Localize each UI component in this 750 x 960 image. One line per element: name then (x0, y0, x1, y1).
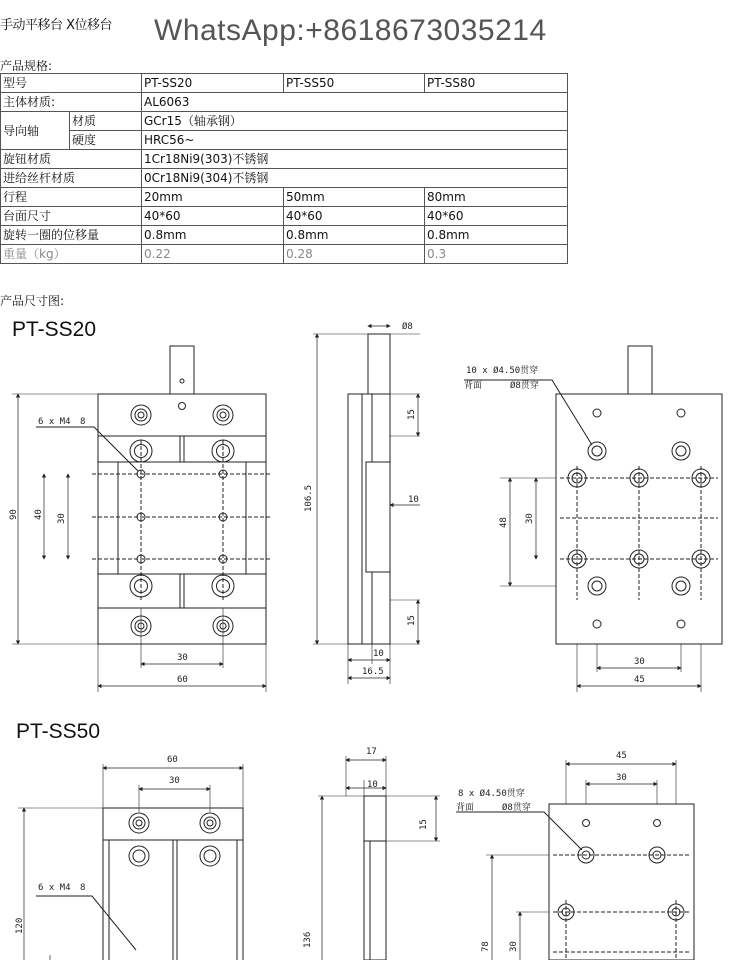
ss50-dim-w30: 30 (169, 776, 180, 786)
ss50-dim-w60: 60 (167, 755, 178, 765)
displacement-ss50: 0.8mm (284, 226, 425, 245)
ss20-dim-90: 90 (9, 509, 19, 520)
spec-section-label: 产品规格: (0, 59, 53, 73)
page-title: 手动平移台 X位移台 (0, 18, 113, 33)
knob-material-label: 旋钮材质 (1, 150, 142, 169)
guide-label: 导向轴 (1, 112, 70, 150)
ss50-back-dim-r30: 30 (509, 941, 519, 952)
travel-ss50: 50mm (284, 188, 425, 207)
ss50-dim-15: 15 (419, 819, 429, 830)
ss20-dim-w30: 30 (177, 653, 188, 663)
table-size-label: 台面尺寸 (1, 207, 142, 226)
ss20-back-note-1: 10 x Ø4.50贯穿 (466, 366, 539, 376)
displacement-label: 旋转一圈的位移量 (1, 226, 142, 245)
ss20-m4-note: 6 x M4 (38, 417, 71, 427)
travel-label: 行程 (1, 188, 142, 207)
guide-material-label: 材质 (70, 112, 142, 131)
model-heading-ss50: PT-SS50 (16, 720, 101, 743)
ss50-m4-depth: 8 (80, 883, 86, 893)
ss50-dim-10: 10 (367, 780, 378, 790)
guide-hardness-value: HRC56~ (142, 131, 568, 150)
ss20-dim-b10: 10 (373, 649, 384, 659)
ss50-m4-note: 6 x M4 (38, 883, 71, 893)
ss20-back-dim-30: 30 (525, 513, 535, 524)
weight-ss80: 0.3 (425, 245, 568, 264)
ss50-side-view (318, 756, 440, 960)
ss20-dim-b16: 16.5 (362, 667, 384, 677)
ss50-back-note-1: 8 x Ø4.50贯穿 (458, 789, 525, 799)
model-label: 型号 (1, 74, 142, 93)
screw-material-label: 进给丝杆材质 (1, 169, 142, 188)
weight-label: 重量（kg） (1, 245, 142, 264)
ss20-dim-106: 106.5 (304, 484, 314, 512)
ss20-dim-w60: 60 (177, 675, 188, 685)
ss50-back-note-3: Ø8贯穿 (502, 803, 531, 813)
ss50-back-dim-30: 30 (616, 773, 627, 783)
model-ss50: PT-SS50 (284, 74, 425, 93)
ss50-front-view (18, 764, 243, 960)
knob-material-value: 1Cr18Ni9(303)不锈钢 (142, 150, 568, 169)
ss20-front-view (12, 346, 270, 692)
travel-ss80: 80mm (425, 188, 568, 207)
ss20-dim-10: 10 (408, 495, 419, 505)
whatsapp-contact: WhatsApp:+8618673035214 (154, 14, 547, 47)
ss20-back-note-3: Ø8贯穿 (510, 381, 539, 391)
ss20-dim-40: 40 (34, 509, 44, 520)
weight-ss20: 0.22 (142, 245, 284, 264)
ss20-dim-15b: 15 (407, 615, 417, 626)
ss20-side-view (313, 326, 420, 684)
weight-ss50: 0.28 (284, 245, 425, 264)
ss20-back-note-2: 背面 (464, 381, 483, 391)
table-size-ss80: 40*60 (425, 207, 568, 226)
displacement-ss20: 0.8mm (142, 226, 284, 245)
travel-ss20: 20mm (142, 188, 284, 207)
ss20-dim-d8: Ø8 (402, 322, 413, 332)
body-material-label: 主体材质: (1, 93, 142, 112)
displacement-ss80: 0.8mm (425, 226, 568, 245)
drawing-section-label: 产品尺寸图: (0, 294, 65, 308)
ss50-back-dim-45: 45 (616, 751, 627, 761)
ss50-dim-17: 17 (366, 747, 377, 757)
model-ss20: PT-SS20 (142, 74, 284, 93)
guide-material-value: GCr15（轴承钢） (142, 112, 568, 131)
ss50-back-dim-78: 78 (481, 941, 491, 952)
ss50-dim-120: 120 (15, 917, 25, 934)
model-ss80: PT-SS80 (425, 74, 568, 93)
body-material-value: AL6063 (142, 93, 568, 112)
ss20-back-dim-w45: 45 (634, 675, 645, 685)
table-size-ss50: 40*60 (284, 207, 425, 226)
guide-hardness-label: 硬度 (70, 131, 142, 150)
ss20-dim-30: 30 (57, 513, 67, 524)
ss20-dim-15a: 15 (407, 409, 417, 420)
ss20-back-dim-w30: 30 (634, 657, 645, 667)
screw-material-value: 0Cr18Ni9(304)不锈钢 (142, 169, 568, 188)
model-heading-ss20: PT-SS20 (12, 318, 97, 341)
ss50-back-note-2: 背面 (456, 803, 475, 813)
ss20-back-dim-48: 48 (499, 517, 509, 528)
table-size-ss20: 40*60 (142, 207, 284, 226)
ss50-dim-136: 136 (303, 931, 313, 948)
ss20-m4-depth: 8 (80, 417, 86, 427)
